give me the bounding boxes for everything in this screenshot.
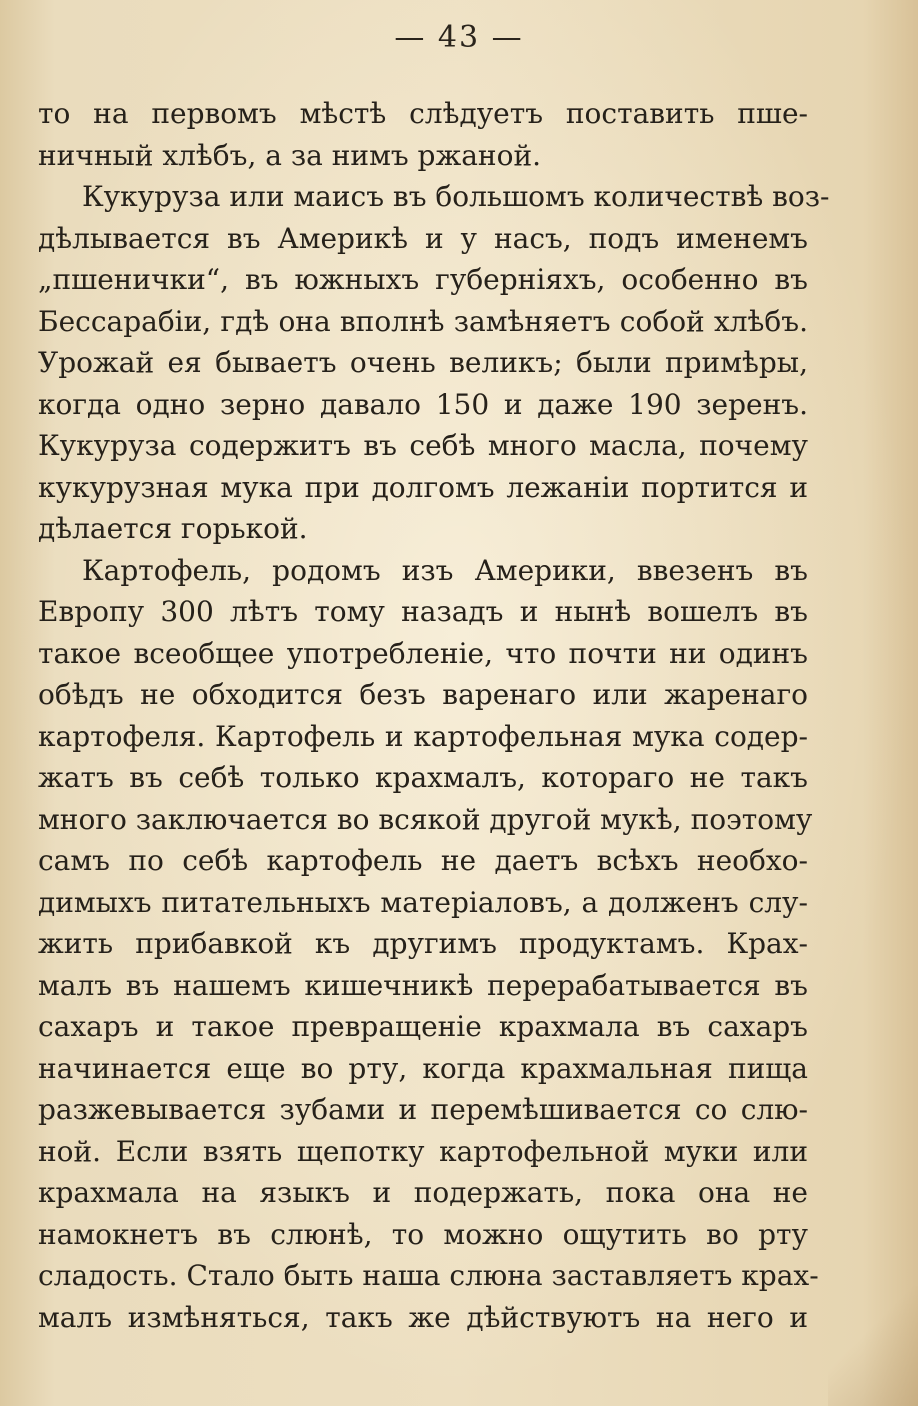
text-line: сладость. Стало быть наша слюна заставляетъ крах- (38, 1259, 819, 1292)
page-edge-shadow (828, 1286, 918, 1406)
text-line: кукурузная мука при долгомъ лежаніи портится и (38, 470, 808, 504)
text-line: Кукуруза или маисъ въ большомъ количествѣ воз- (82, 180, 830, 213)
paragraph-2 (38, 176, 830, 550)
text-line: „пшенички“, въ южныхъ губерніяхъ, особенно въ (38, 263, 808, 296)
text-line: картофеля. Картофель и картофельная мука содер- (38, 719, 808, 753)
text-line: сахаръ и такое превращеніе крахмала въ сахаръ (38, 1010, 808, 1043)
text-line: обѣдъ не обходится безъ варенаго или жаренаго (38, 678, 808, 711)
text-line: намокнетъ въ слюнѣ, то можно ощутить во рту (38, 1217, 808, 1251)
text-line: малъ измѣняться, такъ же дѣйствуютъ на него и (38, 1300, 808, 1334)
text-line: много заключается во всякой другой мукѣ, поэтому (38, 802, 813, 836)
text-line: то на первомъ мѣстѣ слѣдуетъ поставить пше- (38, 97, 808, 130)
paragraph-3 (38, 550, 819, 1339)
text-line: жить прибавкой къ другимъ продуктамъ. Крах- (38, 927, 808, 960)
text-line: самъ по себѣ картофель не даетъ всѣхъ необхо- (38, 844, 808, 877)
page-number: — 43 — (394, 20, 524, 55)
text-line: Картофель, родомъ изъ Америки, ввезенъ въ (82, 553, 808, 587)
text-line: ной. Если взять щепотку картофельной муки или (38, 1134, 808, 1168)
text-line: димыхъ питательныхъ матеріаловъ, а долженъ слу- (38, 885, 808, 919)
body-text (38, 93, 830, 1338)
text-line: Бессарабіи, гдѣ она вполнѣ замѣняетъ собой хлѣбъ. (38, 304, 808, 338)
text-line: жатъ въ себѣ только крахмалъ, котораго не такъ (38, 761, 808, 794)
text-line: малъ въ нашемъ кишечникѣ перерабатывается въ (38, 968, 808, 1002)
text-line: такое всеобщее употребленіе, что почти ни одинъ (38, 636, 808, 670)
text-line: когда одно зерно давало 150 и даже 190 зеренъ. (38, 387, 808, 421)
text-line: дѣлывается въ Америкѣ и у насъ, подъ именемъ (38, 221, 808, 255)
text-line: разжевывается зубами и перемѣшивается со слю- (38, 1093, 808, 1126)
text-line: крахмала на языкъ и подержать, пока она не (38, 1176, 808, 1209)
text-line: дѣлается горькой. (38, 512, 308, 545)
text-line: Урожай ея бываетъ очень великъ; были примѣры, (38, 346, 808, 379)
text-line: начинается еще во рту, когда крахмальная пища (38, 1051, 808, 1085)
text-line: ничный хлѣбъ, а за нимъ ржаной. (38, 138, 542, 172)
text-line: Европу 300 лѣтъ тому назадъ и нынѣ вошелъ въ (38, 595, 808, 628)
text-line: Кукуруза содержитъ въ себѣ много масла, почему (38, 429, 808, 462)
paragraph-1 (38, 93, 808, 176)
